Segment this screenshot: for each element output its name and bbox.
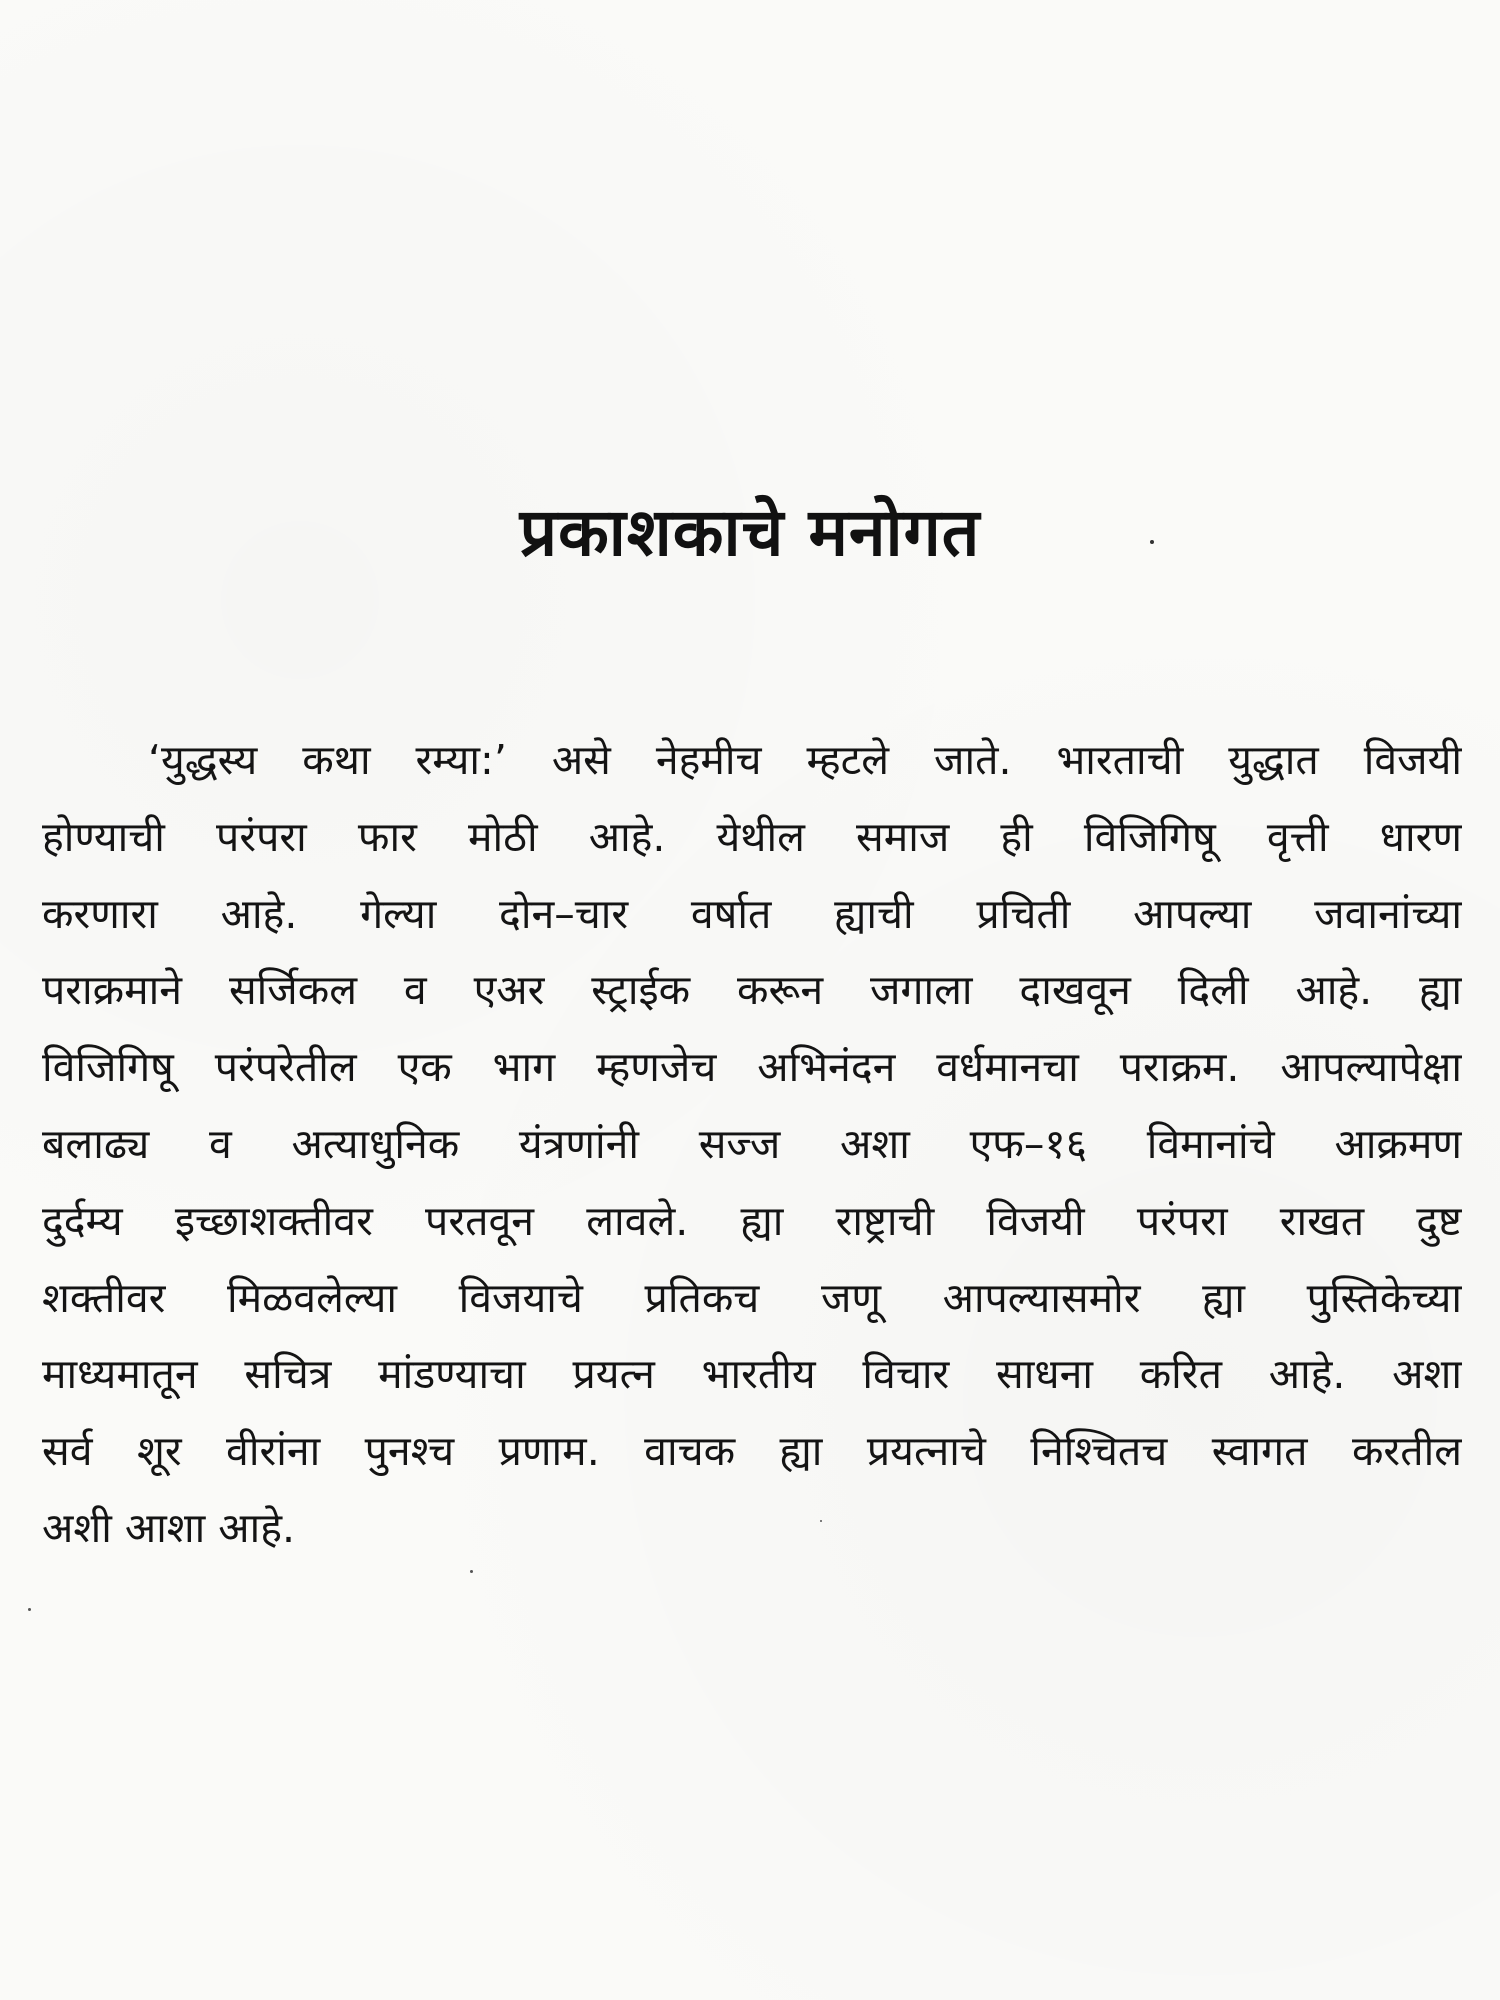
paragraph-line-5: विजिगिषू परंपरेतील एक भाग म्हणजेच अभिनंदन वर्धमानचा पराक्रम. आपल्यापेक्षा [42,1043,1462,1092]
paper-speck [28,1608,31,1611]
paragraph-line-3: करणारा आहे. गेल्या दोन–चार वर्षात ह्याची प्रचिती आपल्या जवानांच्या [42,889,1462,938]
paper-speck [470,1570,473,1573]
paper-speck [820,1520,822,1522]
document-title: प्रकाशकाचे मनोगत [519,494,981,571]
paragraph-line-10: सर्व शूर वीरांना पुनश्च प्रणाम. वाचक ह्या प्रयत्नाचे निश्चितच स्वागत करतील [42,1427,1462,1476]
paragraph-line-6: बलाढ्य व अत्याधुनिक यंत्रणांनी सज्ज अशा एफ–१६ विमानांचे आक्रमण [42,1119,1462,1168]
paragraph-line-7: दुर्दम्य इच्छाशक्तीवर परतवून लावले. ह्या राष्ट्राची विजयी परंपरा राखत दुष्ट [42,1196,1462,1245]
paragraph-line-9: माध्यमातून सचित्र मांडण्याचा प्रयत्न भारतीय विचार साधना करित आहे. अशा [42,1350,1462,1399]
title-speck [1150,540,1154,544]
paragraph-line-11: अशी आशा आहे. [42,1503,295,1552]
paragraph-line-1: ‘युद्धस्य कथा रम्या:’ असे नेहमीच म्हटले जाते. भारताची युद्धात विजयी [148,736,1462,784]
paragraph-line-4: पराक्रमाने सर्जिकल व एअर स्ट्राईक करून जगाला दाखवून दिली आहे. ह्या [42,966,1462,1015]
paragraph-line-2: होण्याची परंपरा फार मोठी आहे. येथील समाज ही विजिगिषू वृत्ती धारण [42,812,1462,861]
document-body [42,722,1462,1567]
paragraph-line-8: शक्तीवर मिळवलेल्या विजयाचे प्रतिकच जणू आपल्यासमोर ह्या पुस्तिकेच्या [42,1273,1462,1322]
